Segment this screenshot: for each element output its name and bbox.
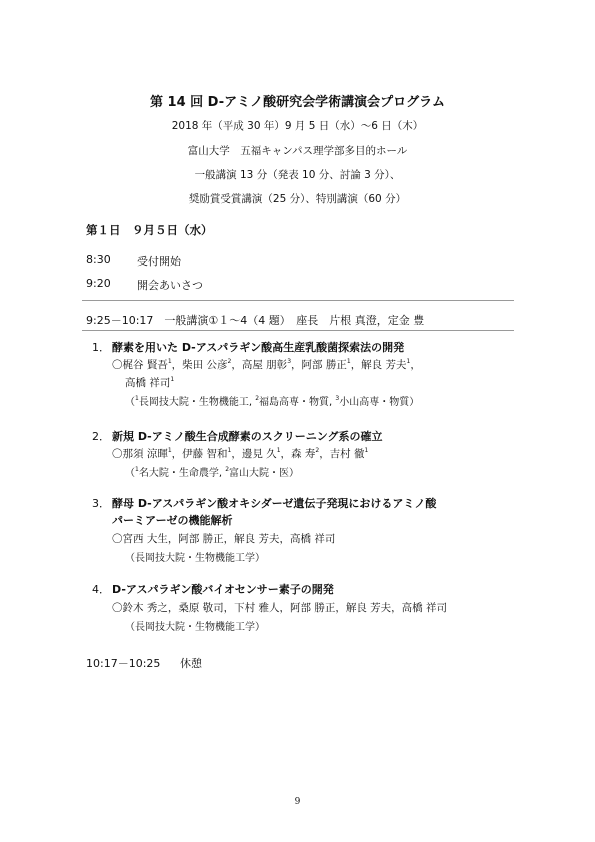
break-time: 10:17－10:25: [86, 657, 161, 670]
divider-top: [82, 300, 514, 301]
page-number: 9: [294, 797, 301, 807]
schedule-label: 開会あいさつ: [137, 279, 203, 292]
talk-number: 1．: [92, 341, 110, 354]
schedule-time: 8:30: [86, 253, 111, 266]
talk-authors: 〇那須 涼暉$^1$，伊藤 智和$^1$，邊見 久$^1$，森 寿$^2$，吉村 徹$^1$: [112, 447, 369, 460]
talk-affiliation: （$^1$長岡技大院・生物機能工, $^2$福島高専・物質, $^3$小山高専・物質）: [125, 395, 420, 408]
talk-affiliation: （長岡技大院・生物機能工学）: [125, 622, 265, 633]
schedule-label: 受付開始: [137, 255, 181, 268]
talk-title: 酵母 D-アスパラギン酸オキシダーゼ遺伝子発現におけるアミノ酸: [112, 497, 437, 510]
divider-bottom: [82, 330, 514, 331]
talk-authors-cont: 高橋 祥司$^1$: [125, 376, 175, 389]
event-venue: 富山大学 五福キャンパス理学部多目的ホール: [187, 145, 408, 157]
talk-title-cont: パーミアーゼの機能解析: [112, 514, 233, 527]
session-line: 9:25－10:17 一般講演①１～4（4 題） 座長 片根 真澄，定金 豊: [86, 314, 425, 327]
format-line-2: 奨励賞受賞講演（25 分）、特別講演（60 分）: [188, 193, 407, 205]
talk-authors: 〇鈴木 秀之，桑原 敬司，下村 雅人，阿部 勝正，解良 芳夫，高橋 祥司: [112, 602, 448, 614]
schedule-time: 9:20: [86, 277, 111, 290]
event-date: 2018 年（平成 30 年）9 月 5 日（水）～6 日（木）: [171, 120, 424, 132]
day-heading: 第１日 ９月５日（水）: [86, 223, 213, 237]
talk-number: 2．: [92, 430, 110, 443]
talk-authors: 〇梶谷 賢吾$^1$，柴田 公彦$^2$，高屋 朋彰$^3$，阿部 勝正$^1$，解良 芳夫$^1$，: [112, 358, 421, 371]
talk-number: 4．: [92, 583, 110, 596]
talk-title: D-アスパラギン酸バイオセンサー素子の開発: [112, 583, 334, 596]
talk-affiliation: （$^1$名大院・生命農学, $^2$富山大院・医）: [125, 466, 300, 479]
talk-title: 新規 D-アミノ酸生合成酵素のスクリーニング系の確立: [112, 430, 383, 443]
format-line-1: 一般講演 13 分（発表 10 分、討論 3 分）、: [194, 169, 401, 181]
program-title: 第 14 回 D-アミノ酸研究会学術講演会プログラム: [150, 95, 445, 110]
talk-title: 酵素を用いた D-アスパラギン酸高生産乳酸菌探索法の開発: [112, 341, 405, 354]
talk-affiliation: （長岡技大院・生物機能工学）: [125, 553, 265, 564]
break-label: 休憩: [180, 657, 202, 670]
talk-authors: 〇宮西 大生，阿部 勝正，解良 芳夫，高橋 祥司: [112, 533, 336, 545]
talk-number: 3．: [92, 497, 110, 510]
